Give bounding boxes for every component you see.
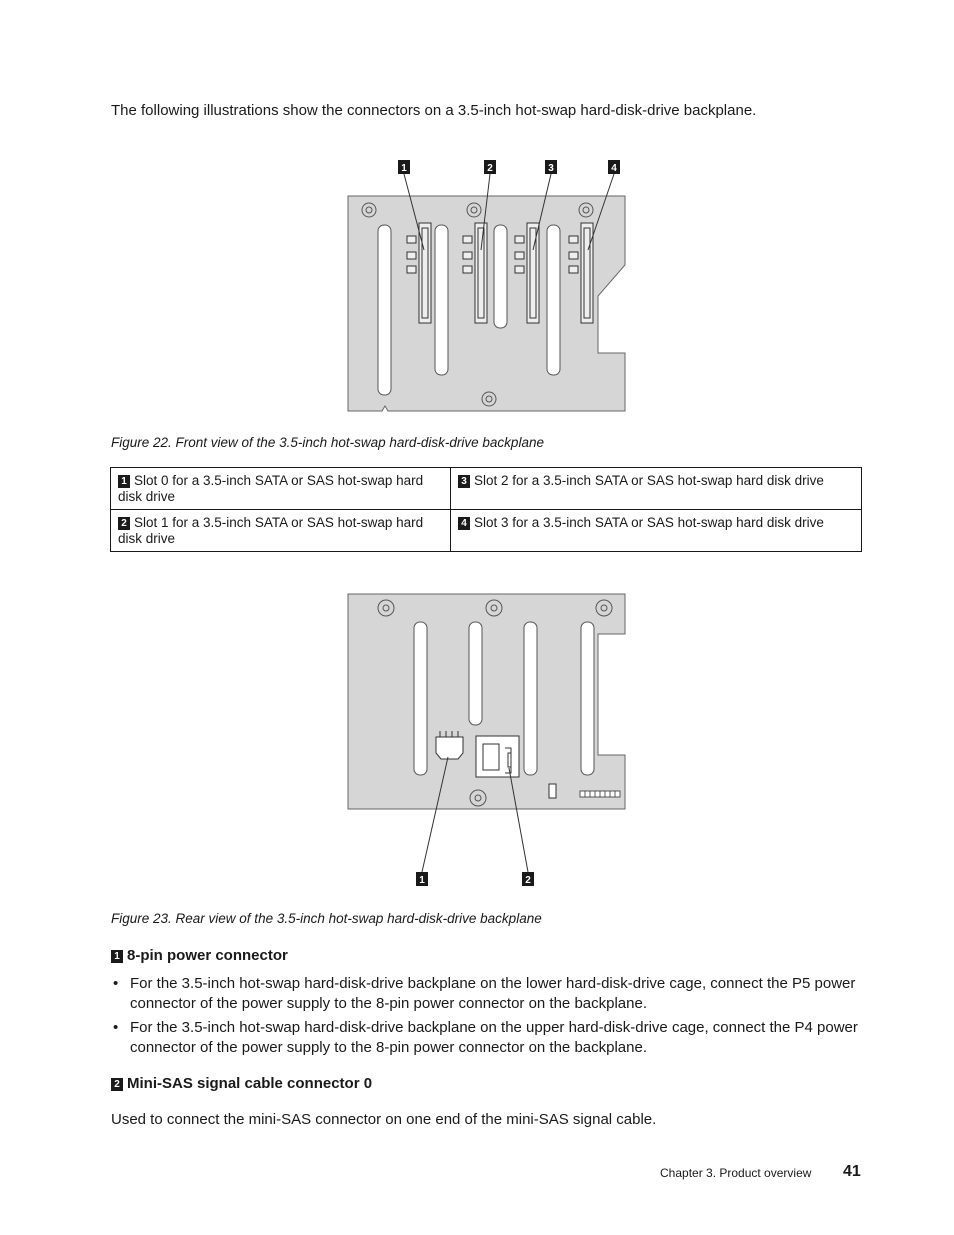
callout-badge: 2 [111,1078,123,1091]
section-heading-mini-sas [111,1075,372,1092]
figure-23-rear-view [340,585,640,895]
page-number: 41 [843,1163,861,1180]
figure-23-caption: Figure 23. Rear view of the 3.5-inch hot-swap hard-disk-drive backplane [111,911,542,926]
svg-text:1: 1 [401,163,407,174]
heading-text: Mini-SAS signal cable connector 0 [127,1075,373,1092]
callout-1 [416,872,428,886]
cell-text: Slot 0 for a 3.5-inch SATA or SAS hot-swap hard disk drive [118,473,424,504]
callout-3 [545,160,557,174]
svg-text:3: 3 [548,163,554,174]
table-cell [451,468,862,510]
svg-text:1: 1 [419,875,425,886]
callout-badge: 1 [111,950,123,963]
list-item: • For the 3.5-inch hot-swap hard-disk-drive backplane on the upper hard-disk-drive cage, connect the P4 power connector of the power supply to the 8-pin power connector on the backplane. [111,1018,861,1058]
body-paragraph: Used to connect the mini-SAS connector on one end of the mini-SAS signal cable. [111,1111,657,1128]
svg-text:2: 2 [525,875,531,886]
callout-badge: 1 [118,475,130,488]
callout-badge: 3 [458,475,470,488]
section-heading-power-connector [111,947,288,964]
bullet-list [111,974,861,1062]
callout-badge: 4 [458,517,470,530]
heading-text: 8-pin power connector [127,947,288,964]
table-cell [111,510,451,552]
intro-text: The following illustrations show the connectors on a 3.5-inch hot-swap hard-disk-drive backplane. [111,102,757,119]
callout-1 [398,160,410,174]
table-row [111,510,862,552]
table-cell [111,468,451,510]
mini-sas-connector [476,736,519,777]
figure-22-caption: Figure 22. Front view of the 3.5-inch hot-swap hard-disk-drive backplane [111,435,544,450]
footer-chapter: Chapter 3. Product overview [660,1166,812,1180]
callout-legend-table [110,467,862,552]
cell-text: Slot 2 for a 3.5-inch SATA or SAS hot-swap hard disk drive [474,473,824,488]
cell-text: Slot 1 for a 3.5-inch SATA or SAS hot-swap hard disk drive [118,515,424,546]
table-row [111,468,862,510]
list-item: • For the 3.5-inch hot-swap hard-disk-drive backplane on the lower hard-disk-drive cage, connect the P5 power connector of the power supply to the 8-pin power connector on the backplane. [111,974,861,1014]
callout-4 [608,160,620,174]
figure-22-front-view [340,150,640,420]
svg-text:4: 4 [611,163,617,174]
callout-2 [522,872,534,886]
cell-text: Slot 3 for a 3.5-inch SATA or SAS hot-swap hard disk drive [474,515,824,530]
table-cell [451,510,862,552]
callout-2 [484,160,496,174]
pin-header [580,791,620,797]
svg-text:2: 2 [487,163,493,174]
callout-badge: 2 [118,517,130,530]
